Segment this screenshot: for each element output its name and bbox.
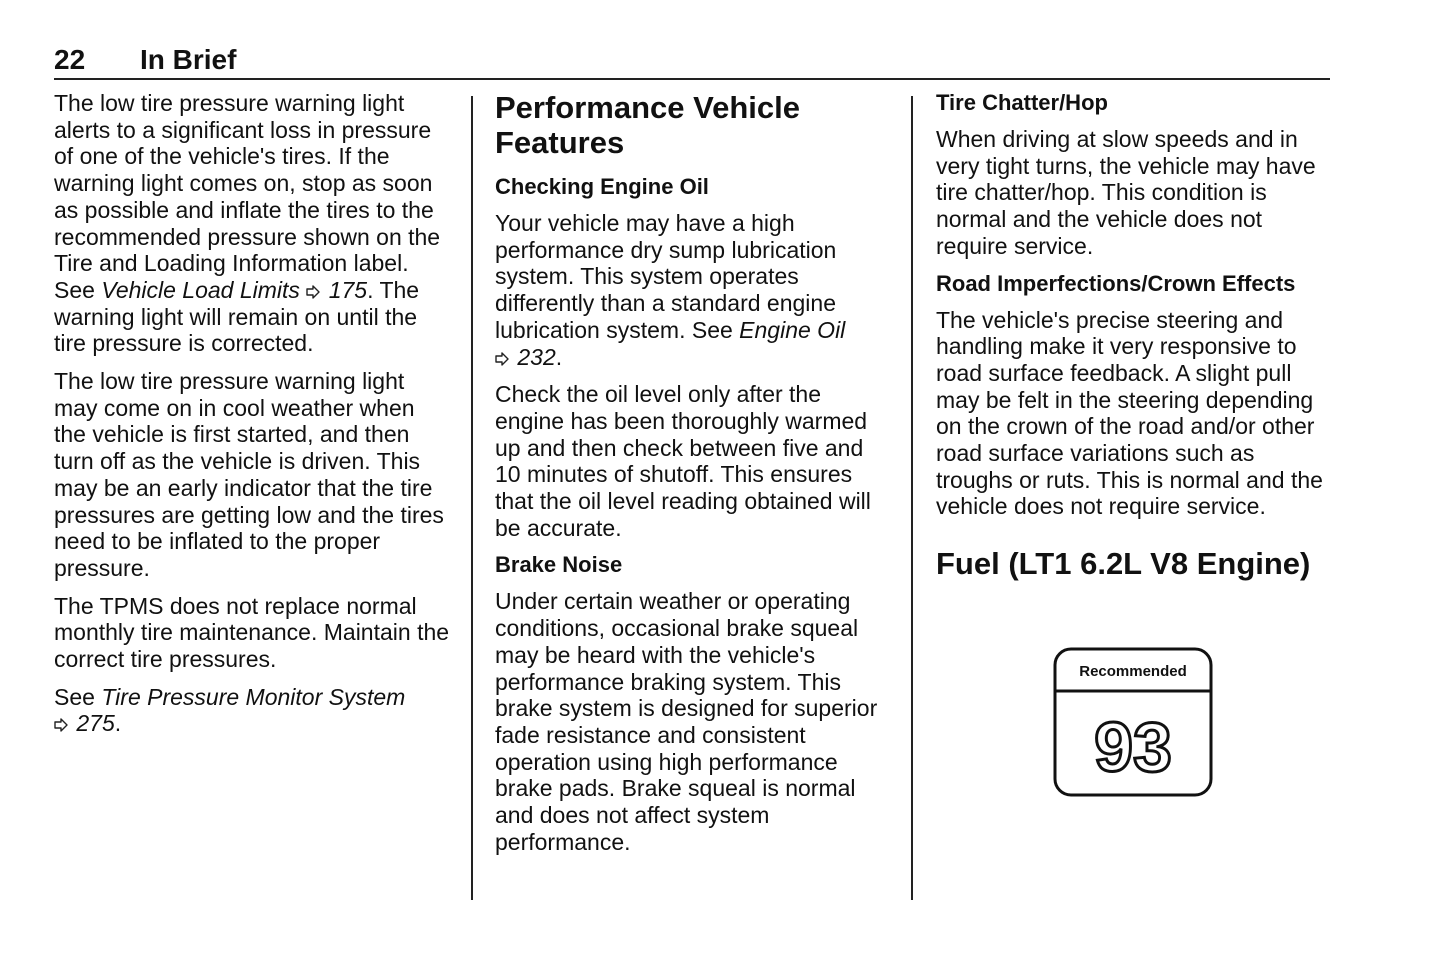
subheading: Brake Noise [495, 552, 623, 578]
paragraph: When driving at slow speeds and in very tight turns, the vehicle may have tire chatter/hop. This condition is normal and the vehicle does not require service. [936, 126, 1316, 259]
paragraph: The TPMS does not replace normal monthly tire maintenance. Maintain the correct tire pressures. [54, 592, 450, 673]
subheading: Tire Chatter/Hop [936, 90, 1108, 115]
paragraph: See Tire Pressure Monitor System 275. [54, 683, 406, 737]
paragraph: The vehicle's precise steering and handling make it very responsive to road surface feedback. A slight pull may be felt in the steering depending on the crown of the road and/or other road surface variations such as troughs or ruts. This is normal and the vehicle does not require service. [936, 306, 1323, 520]
octane-rating: 93 [1094, 708, 1172, 786]
cross-reference-link[interactable]: Engine Oil [739, 316, 846, 343]
column-divider [911, 96, 913, 900]
column-2 [495, 90, 895, 866]
column-1 [54, 90, 452, 748]
subheading: Road Imperfections/Crown Effects [936, 270, 1296, 296]
page-reference[interactable]: 175 [328, 276, 368, 303]
fuel-label-title: Recommended [1079, 663, 1187, 680]
paragraph: Your vehicle may have a high performance dry sump lubrication system. This system operates differently than a standard engine lubrication system. See Engine Oil 232. [495, 210, 846, 370]
subheading: Checking Engine Oil [495, 174, 709, 199]
column-divider [471, 96, 473, 900]
paragraph: Check the oil level only after the engine has been thoroughly warmed up and then check between five and 10 minutes of shutoff. This ensures that the oil level reading obtained will be accurate. [495, 381, 871, 541]
cross-reference-link[interactable]: Vehicle Load Limits [101, 276, 300, 303]
cross-reference-link[interactable]: Tire Pressure Monitor System [101, 683, 406, 710]
page-header [54, 42, 1330, 80]
paragraph: The low tire pressure warning light may come on in cool weather when the vehicle is first started, and then turn off as the vehicle is driven. This may be an early indicator that the tire pressures are getting low and the tires need to be inflated to the proper pressure. [54, 368, 444, 581]
page-reference-icon [54, 710, 70, 737]
section-heading: Performance Vehicle Features [495, 90, 800, 160]
page-reference-icon [495, 344, 511, 371]
paragraph: The low tire pressure warning light alerts to a significant loss in pressure of one of the vehicle's tires. If the warning light comes on, stop as soon as possible and inflate the tires to the recommended pressure shown on the Tire and Loading Information label. See Vehicle Load Limits 175. The warning light will remain on until the tire pressure is corrected. [54, 90, 441, 357]
page-reference[interactable]: 232 [517, 343, 556, 370]
section-title: In Brief [140, 44, 237, 75]
paragraph: Under certain weather or operating conditions, occasional brake squeal may be heard with the vehicle's performance braking system. This brake system is designed for superior fade resistance and consistent operation using high performance brake pads. Brake squeal is normal and does not affect system performance. [495, 588, 878, 855]
column-3 [936, 90, 1331, 595]
section-heading: Fuel (LT1 6.2L V8 Engine) [936, 546, 1311, 582]
page-reference[interactable]: 275 [76, 710, 115, 737]
page-number: 22 [54, 44, 86, 75]
page-reference-icon [306, 277, 322, 304]
fuel-octane-label-icon [1053, 647, 1213, 797]
